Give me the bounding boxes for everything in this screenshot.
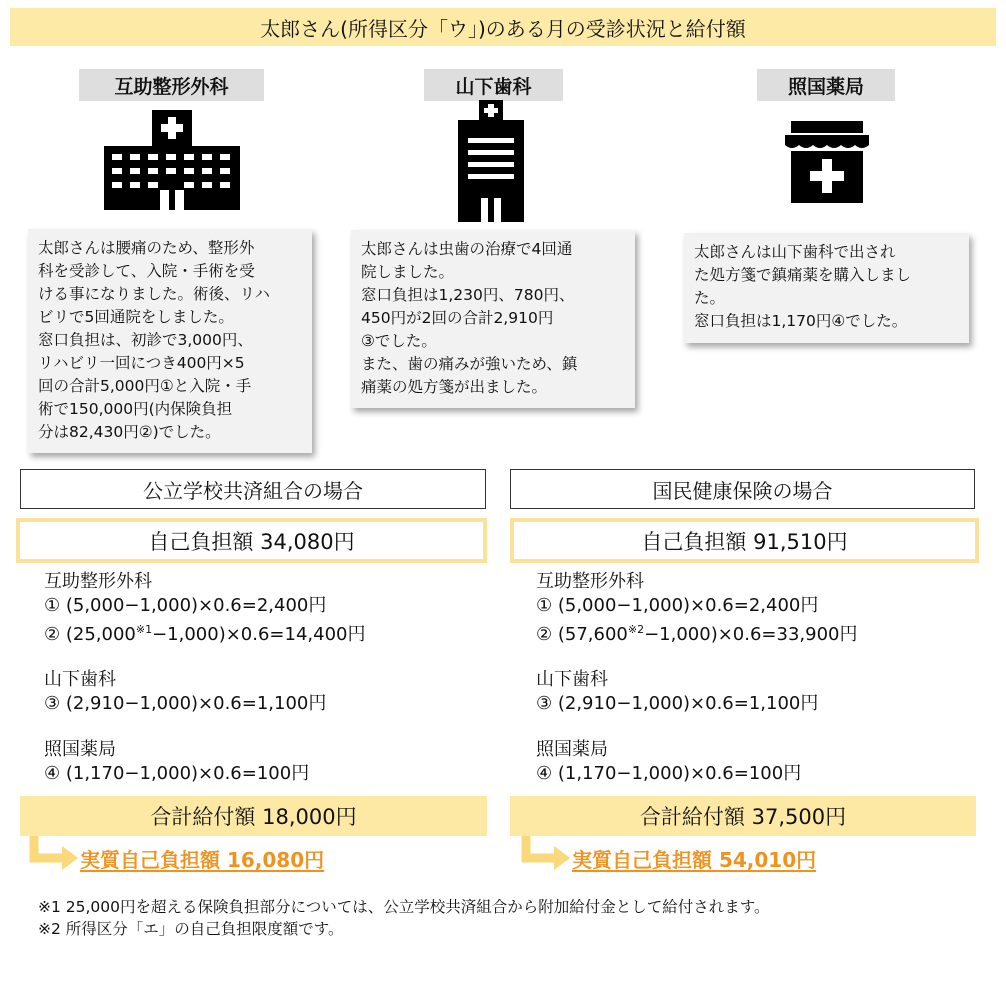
right-self-pay-box — [510, 518, 979, 563]
footnote-1: ※1 25,000円を超える保険負担部分については、公立学校共済組合から附加給付金として給付されます。 — [38, 898, 770, 916]
left-total-benefit — [20, 796, 487, 836]
facility-label-dental — [424, 69, 563, 101]
note-pharmacy: 太郎さんは山下歯科で出され た処方箋で鎮痛薬を購入しまし た。 窓口負担は1,170円④でした。 — [684, 233, 969, 343]
calc-part: −1,000)×0.6=14,400円 — [152, 624, 366, 645]
left-heading-text: 公立学校共済組合の場合 — [143, 478, 363, 503]
footnote-ref: ※2 — [627, 623, 645, 636]
group-name: 山下歯科 — [536, 669, 608, 690]
left-actual-self-pay: 実質自己負担額 16,080円 — [80, 848, 325, 872]
calc-line: ① (5,000−1,000)×0.6=2,400円 — [536, 595, 819, 616]
group-name: 互助整形外科 — [536, 571, 644, 592]
calc-line: ① (5,000−1,000)×0.6=2,400円 — [44, 595, 327, 616]
footnote-ref: ※1 — [135, 623, 153, 636]
right-group-orthopedics — [536, 570, 858, 647]
calc-line — [44, 618, 366, 647]
right-group-dental — [536, 668, 818, 716]
group-name: 山下歯科 — [44, 669, 116, 690]
right-actual-self-pay: 実質自己負担額 54,010円 — [572, 848, 817, 872]
page-title-text: 太郎さん(所得区分「ウ」)のある月の受診状況と給付額 — [260, 16, 746, 41]
hospital-building-icon — [104, 110, 240, 210]
arrow-right-icon — [520, 836, 572, 874]
right-total-benefit — [510, 796, 976, 836]
facility-label-pharmacy — [757, 69, 895, 101]
left-total-text: 合計給付額 18,000円 — [150, 805, 357, 829]
calc-line: ④ (1,170−1,000)×0.6=100円 — [44, 763, 310, 784]
left-group-pharmacy — [44, 738, 309, 786]
left-group-dental — [44, 668, 326, 716]
calc-line — [536, 618, 858, 647]
right-group-pharmacy — [536, 738, 801, 786]
group-name: 照国薬局 — [536, 739, 608, 760]
right-total-text: 合計給付額 37,500円 — [639, 805, 847, 829]
page-title — [10, 8, 996, 46]
note-dental: 太郎さんは虫歯の治療で4回通 院しました。 窓口負担は1,230円、780円、 450円が2回の合計2,910円 ③でした。 また、歯の痛みが強いため、鎮 痛薬の処方箋が出ました。 — [351, 230, 635, 408]
right-section-heading — [510, 469, 975, 509]
calc-part: ② (25,000 — [44, 624, 136, 645]
left-group-orthopedics — [44, 570, 366, 647]
right-self-pay-text: 自己負担額 91,510円 — [641, 529, 848, 554]
calc-line: ③ (2,910−1,000)×0.6=1,100円 — [44, 693, 327, 714]
pharmacy-store-icon — [785, 121, 869, 203]
facility-label-orthopedics — [79, 69, 264, 101]
footnote-2: ※2 所得区分「エ」の自己負担限度額です。 — [38, 920, 344, 938]
right-heading-text: 国民健康保険の場合 — [652, 478, 833, 503]
facility-name: 山下歯科 — [455, 75, 532, 98]
calc-part: −1,000)×0.6=33,900円 — [644, 624, 858, 645]
left-self-pay-text: 自己負担額 34,080円 — [148, 529, 355, 554]
calc-line: ③ (2,910−1,000)×0.6=1,100円 — [536, 693, 819, 714]
calc-line: ④ (1,170−1,000)×0.6=100円 — [536, 763, 802, 784]
left-section-heading — [20, 469, 486, 509]
facility-name: 互助整形外科 — [114, 75, 229, 98]
group-name: 互助整形外科 — [44, 571, 152, 592]
note-orthopedics: 太郎さんは腰痛のため、整形外 科を受診して、入院・手術を受 ける事になりました。術後、リハ ビリで5回通院をしました。 窓口負担は、初診で3,000円、 リハビリ一回につき400円×5 回の合計5,000円①と入院・手 術で150,000円(内保険負担 分は82,430円②)でした。 — [28, 229, 312, 453]
facility-name: 照国薬局 — [787, 75, 864, 98]
calc-part: ② (57,600 — [536, 624, 628, 645]
clinic-building-icon — [458, 100, 524, 222]
group-name: 照国薬局 — [44, 739, 116, 760]
arrow-right-icon — [28, 836, 80, 874]
left-self-pay-box — [16, 518, 487, 563]
